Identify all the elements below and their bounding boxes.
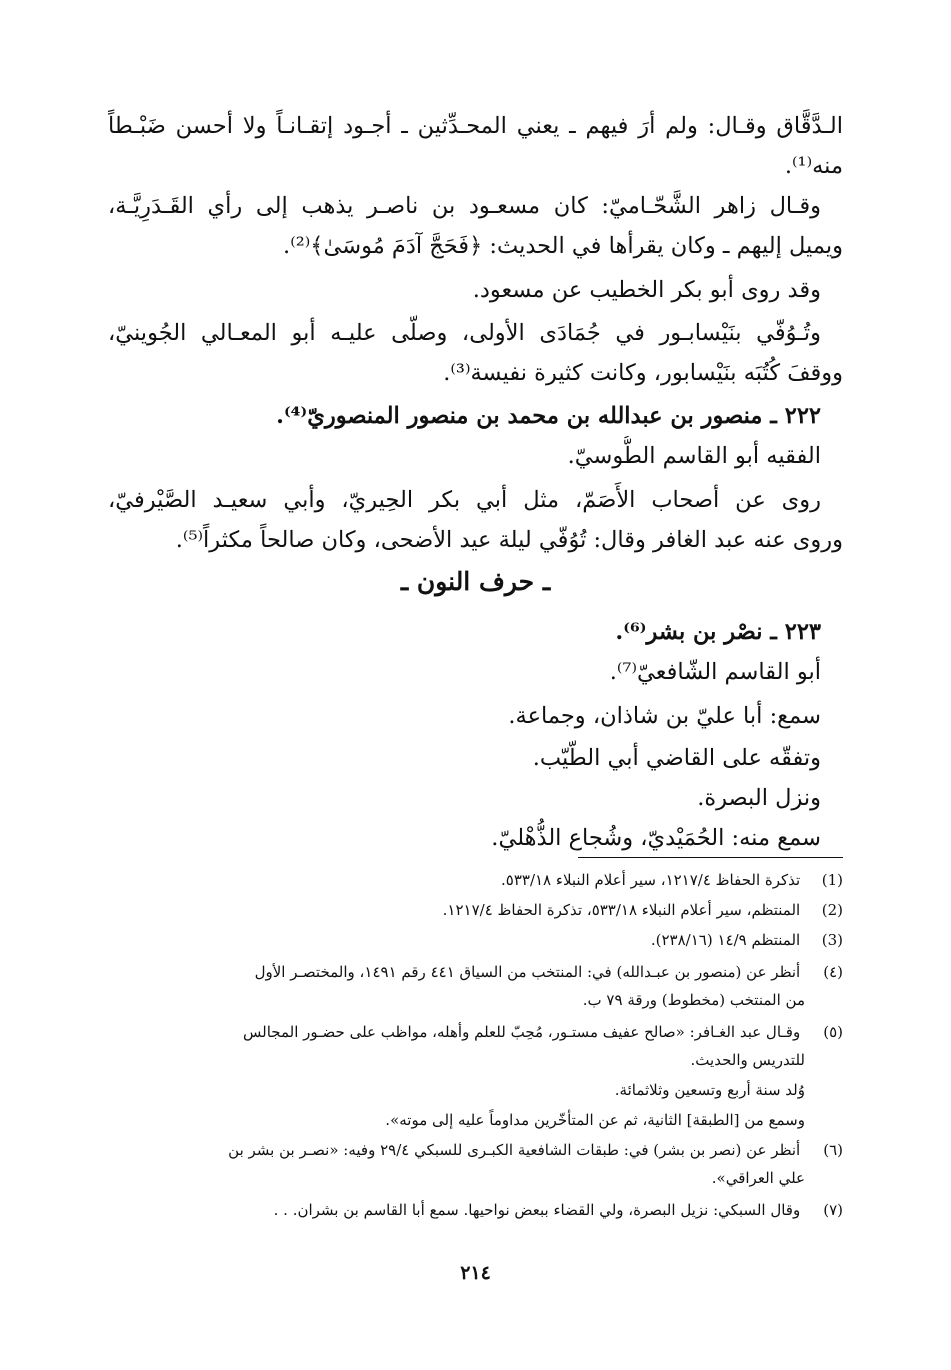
footnote-3: [108, 926, 843, 954]
footnote-7: [108, 1196, 843, 1224]
body-line-10: روى عن أصحاب الأَصَمّ، مثل أبي بكر الحِيريّ، وأبي سعيـد الصَّيْرفيّ،: [108, 487, 821, 513]
body-line-16: ونزل البصرة.: [697, 785, 821, 811]
footnote-6: [108, 1136, 843, 1164]
footnote-2-number: (2): [821, 901, 843, 919]
page-number: ٢١٤: [460, 1262, 491, 1284]
footnote-6-number: (٦): [823, 1141, 843, 1159]
footnote-1: [108, 866, 843, 894]
body-line-2: منه⁽¹⁾.: [784, 153, 843, 179]
section-heading: ـ حرف النون ـ: [400, 567, 551, 596]
footnote-4: [108, 958, 843, 986]
footnote-5-line-2: للتدريس والحديث.: [690, 1051, 805, 1069]
footnote-4-continued: من المنتخب (مخطوط) ورقة ٧٩ ب.: [582, 991, 805, 1009]
body-line-1: الـدَّقَّاق وقـال: ولم أرَ فيهم ـ يعني المحـدِّثين ـ أجـود إتقـانـاً ولا أحسن ضَبْـطاً: [108, 113, 843, 139]
footnote-2-text: المنتظم، سير أعلام النبلاء ٥٣٣/١٨، تذكرة الحفاظ ١٢١٧/٤.: [442, 901, 801, 919]
footnote-2: [108, 896, 843, 924]
footnote-4-number: (٤): [823, 963, 843, 981]
footnote-1-text: تذكرة الحفاظ ١٢١٧/٤، سير أعلام النبلاء ٥٣٣/١٨.: [501, 871, 801, 889]
body-line-14: سمع: أبا عليّ بن شاذان، وجماعة.: [508, 703, 821, 729]
footnote-5: [108, 1018, 843, 1046]
footnote-6-continued: علي العراقي».: [711, 1169, 805, 1187]
footnote-6-text-a: أنظر عن (نصر بن بشر) في: طبقات الشافعية الكبـرى للسبكي ٢٩/٤ وفيه: «نصـر بن بشر بن: [228, 1141, 801, 1159]
footnote-5-line-4: وسمع من [الطبقة] الثانية، ثم عن المتأخّرين مداوماً عليه إلى موته».: [385, 1111, 805, 1129]
footnote-divider: [578, 857, 843, 858]
entry-223-title: ٢٢٣ ـ نصْر بن بشر⁽⁶⁾.: [615, 619, 821, 645]
body-line-17: سمع منه: الحُمَيْديّ، وشُجاع الذُّهْليّ.: [491, 825, 821, 851]
body-line-9: الفقيه أبو القاسم الطُّوسيّ.: [567, 443, 821, 469]
entry-222-title: ٢٢٢ ـ منصور بن عبدالله بن محمد بن منصور المنصوريّ⁽⁴⁾.: [276, 403, 821, 429]
body-line-3: وقـال زاهر الشَّحّـاميّ: كان مسعـود بن ناصـر يذهب إلى رأي القَـدَرِيَّـة،: [108, 193, 821, 219]
footnote-5-number: (٥): [823, 1023, 843, 1041]
footnote-3-text: المنتظم ١٤/٩ (٢٣٨/١٦).: [650, 931, 801, 949]
body-line-11: وروى عنه عبد الغافر وقال: تُوُفّي ليلة عيد الأضحى، وكان صالحاً مكثراً⁽⁵⁾.: [175, 527, 843, 553]
footnote-4-text-a: أنظر عن (منصور بن عبـدالله) في: المنتخب من السياق ٤٤١ رقم ١٤٩١، والمختصـر الأول: [254, 963, 801, 981]
footnote-5-line-3: وُلد سنة أربع وتسعين وثلاثمائة.: [614, 1081, 805, 1099]
body-line-15: وتفقّه على القاضي أبي الطّيّب.: [532, 745, 821, 771]
footnote-5-text-a: وقـال عبد الغـافر: «صالح عفيف مستـور، مُحِبّ للعلم وأهله، مواظب على حضـور المجالس: [243, 1023, 801, 1041]
footnote-7-text: وقال السبكي: نزيل البصرة، ولي القضاء ببعض نواحيها. سمع أبا القاسم بن بشران. . .: [273, 1201, 801, 1219]
body-line-7: ووقفَ كُتُبَه بنَيْسابور، وكانت كثيرة نفيسة⁽³⁾.: [443, 360, 843, 386]
footnote-1-number: (1): [821, 871, 843, 889]
footnote-3-number: (3): [821, 931, 843, 949]
body-line-6: وتُـوُفّي بنَيْسابـور في جُمَادَى الأولى، وصلّى عليـه أبو المعـالي الجُوينيّ،: [108, 320, 821, 346]
body-line-5: وقد روى أبو بكر الخطيب عن مسعود.: [472, 277, 821, 303]
body-line-13: أبو القاسم الشّافعيّ⁽⁷⁾.: [609, 659, 821, 685]
footnote-7-number: (٧): [823, 1201, 843, 1219]
body-line-4: ويميل إليهم ـ وكان يقرأها في الحديث: ﴿فَحَجَّ آدَمَ مُوسَىٰ﴾⁽²⁾.: [283, 233, 843, 259]
